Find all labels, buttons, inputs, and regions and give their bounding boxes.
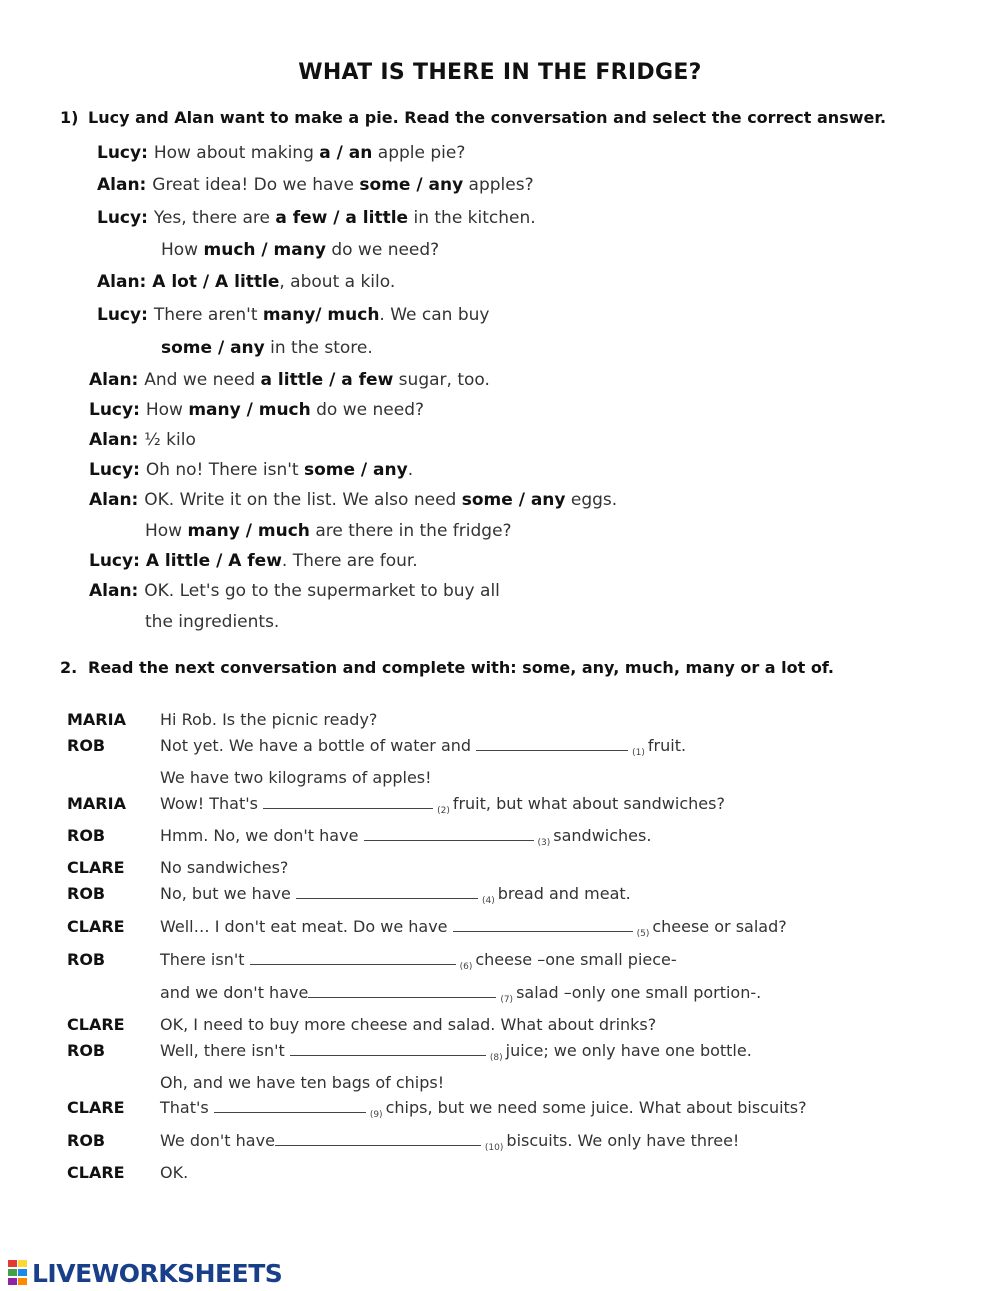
part2-row [0,1163,1000,1187]
liveworksheets-logo [8,1258,282,1288]
part2-row [0,1131,1000,1155]
answer-choice[interactable]: some / any [461,490,566,510]
part1-line [97,143,465,163]
part1-line [89,551,418,571]
blank-number: (10) [484,1143,504,1153]
part1-line [89,430,196,450]
part2-row [0,1098,1000,1122]
answer-choice[interactable]: a little / a few [260,370,394,390]
dialogue-text-before: and we don't have [160,983,309,1002]
dialogue-text-after: fruit. [647,736,687,755]
answer-blank[interactable] [476,736,628,751]
blank-number: (7) [500,995,514,1005]
speaker-name: Lucy: [97,305,154,325]
speaker-name: MARIA [67,794,126,813]
answer-choice[interactable]: A little / A few [145,551,282,571]
dialogue-text [160,1163,188,1182]
part1-instruction [60,108,886,127]
dialogue-text: sugar, too. [393,370,490,390]
answer-blank[interactable] [290,1041,486,1056]
dialogue-text: How [161,240,204,260]
answer-choice[interactable]: some / any [359,175,464,195]
speaker-name: ROB [67,1131,106,1150]
dialogue-text [160,710,377,729]
part1-line [161,338,373,358]
part2-row [0,1015,1000,1039]
answer-choice[interactable]: some / any [303,460,408,480]
dialogue-text-after: cheese or salad? [652,917,787,936]
dialogue-text-before: OK. [160,1163,189,1182]
answer-blank[interactable] [214,1098,366,1113]
part2-row [0,858,1000,882]
dialogue-text-before: Well… I don't eat meat. Do we have [160,917,453,936]
dialogue-text: are there in the fridge? [309,521,512,541]
answer-choice[interactable]: many / much [187,521,310,541]
dialogue-text [160,1073,444,1092]
dialogue-text-after: sandwiches. [553,826,652,845]
dialogue-text-after: juice; we only have one bottle. [505,1041,752,1060]
answer-choice[interactable]: many / much [188,400,311,420]
part2-row [0,983,1000,1007]
dialogue-text: , about a kilo. [279,272,396,292]
dialogue-text: There aren't [153,305,263,325]
speaker-name: Alan: [97,175,153,195]
page-title: WHAT IS THERE IN THE FRIDGE? [298,60,702,85]
dialogue-text: How [145,521,188,541]
liveworksheets-logo-text: LIVEWORKSHEETS [32,1258,283,1288]
part1-line [89,581,500,601]
dialogue-text: OK. Let's go to the supermarket to buy all [144,581,500,601]
speaker-name: Lucy: [89,460,146,480]
part1-line [89,460,413,480]
answer-blank[interactable] [453,917,633,932]
dialogue-text [160,1131,739,1153]
answer-blank[interactable] [263,794,433,809]
speaker-name: Lucy: [97,143,154,163]
part2-row [0,950,1000,974]
part2-row [0,826,1000,850]
answer-blank[interactable] [364,826,534,841]
dialogue-text: do we need? [325,240,440,260]
part1-line [97,305,489,325]
dialogue-text-before: Hi Rob. Is the picnic ready? [160,710,378,729]
dialogue-text: How about making [153,143,320,163]
part2-row [0,794,1000,818]
part1-line [97,272,395,292]
dialogue-text-before: We don't have [160,1131,275,1150]
speaker-name: Alan: [89,430,145,450]
dialogue-text-after: fruit, but what about sandwiches? [452,794,725,813]
blank-number: (8) [489,1053,503,1063]
answer-choice[interactable]: a few / a little [275,208,409,228]
part1-line [89,490,617,510]
blank-number: (2) [437,806,450,816]
speaker-name: Alan: [89,490,145,510]
speaker-name: Alan: [89,581,145,601]
answer-choice[interactable]: A lot / A little [152,272,280,292]
answer-choice[interactable]: many/ much [262,305,380,325]
dialogue-text-before: There isn't [160,950,250,969]
part2-row [0,884,1000,908]
speaker-name: ROB [67,826,106,845]
answer-choice[interactable]: much / many [203,240,326,260]
part1-line [97,208,536,228]
liveworksheets-logo-icon [8,1260,30,1286]
dialogue-text [160,884,631,906]
dialogue-text: OK. Write it on the list. We also need [144,490,462,510]
blank-number: (6) [459,962,473,972]
dialogue-text: eggs. [565,490,618,510]
blank-number: (4) [481,896,495,906]
speaker-name: MARIA [67,710,126,729]
speaker-name: ROB [67,950,106,969]
part1-line [97,175,534,195]
part2-instruction-text: Read the next conversation and complete with: some, any, much, many or a lot of. [88,658,834,677]
speaker-name: ROB [67,736,106,755]
part2-row [0,1073,1000,1097]
dialogue-text-before: OK, I need to buy more cheese and salad. What about drinks? [160,1015,657,1034]
part1-line [161,240,439,260]
dialogue-text: apples? [463,175,534,195]
dialogue-text [160,794,725,816]
part1-instruction-text: Lucy and Alan want to make a pie. Read the conversation and select the correct answer. [88,108,887,127]
dialogue-text: ½ kilo [144,430,196,450]
part2-row [0,710,1000,734]
dialogue-text: do we need? [310,400,425,420]
dialogue-text [160,768,432,787]
dialogue-text [160,917,787,939]
answer-blank[interactable] [308,983,496,998]
dialogue-text: How [145,400,189,420]
dialogue-text: . We can buy [379,305,490,325]
dialogue-text: in the store. [264,338,373,358]
dialogue-text [160,983,761,1005]
speaker-name: ROB [67,884,106,903]
dialogue-text: apple pie? [372,143,466,163]
part2-row [0,736,1000,760]
dialogue-text-after: salad –only one small portion-. [516,983,762,1002]
part2-instruction [60,658,834,677]
blank-number: (1) [632,748,645,758]
dialogue-text: . There are four. [281,551,418,571]
dialogue-text-before: Well, there isn't [160,1041,290,1060]
speaker-name: Alan: [89,370,145,390]
part1-line [145,521,512,541]
speaker-name: CLARE [67,858,125,877]
blank-number: (5) [636,929,650,939]
speaker-name: CLARE [67,1098,125,1117]
dialogue-text-before: That's [160,1098,214,1117]
dialogue-text-before: Hmm. No, we don't have [160,826,364,845]
dialogue-text [160,1098,807,1120]
answer-choice[interactable]: some / any [161,338,265,358]
answer-blank[interactable] [250,950,456,965]
answer-blank[interactable] [296,884,478,899]
dialogue-text [160,858,288,877]
dialogue-text-before: Not yet. We have a bottle of water and [160,736,477,755]
dialogue-text-after: bread and meat. [497,884,631,903]
blank-number: (3) [537,838,551,848]
dialogue-text [160,826,651,848]
part1-line [145,612,279,632]
dialogue-text-before: No sandwiches? [160,858,289,877]
speaker-name: CLARE [67,1163,125,1182]
part2-row [0,1041,1000,1065]
dialogue-text [160,950,677,972]
dialogue-text: . [407,460,414,480]
part1-number: 1) [60,108,79,127]
dialogue-text-before: Oh, and we have ten bags of chips! [160,1073,445,1092]
part1-line [89,400,424,420]
blank-number: (9) [369,1110,383,1120]
part2-number: 2. [60,658,78,677]
answer-choice[interactable]: a / an [319,143,373,163]
dialogue-text-before: We have two kilograms of apples! [160,768,432,787]
dialogue-text [160,1015,656,1034]
dialogue-text: Great idea! Do we have [152,175,360,195]
speaker-name: ROB [67,1041,106,1060]
speaker-name: Lucy: [89,400,146,420]
dialogue-text [160,736,686,758]
dialogue-text: in the kitchen. [408,208,536,228]
speaker-name: CLARE [67,1015,125,1034]
part2-row [0,768,1000,792]
answer-blank[interactable] [275,1131,481,1146]
speaker-name: CLARE [67,917,125,936]
dialogue-text-after: biscuits. We only have three! [506,1131,740,1150]
dialogue-text-before: No, but we have [160,884,296,903]
dialogue-text [160,1041,752,1063]
dialogue-text-after: cheese –one small piece- [475,950,677,969]
speaker-name: Alan: [97,272,153,292]
dialogue-text-after: chips, but we need some juice. What about biscuits? [385,1098,807,1117]
dialogue-text: the ingredients. [145,612,280,632]
dialogue-text: Yes, there are [153,208,276,228]
dialogue-text: And we need [144,370,261,390]
speaker-name: Lucy: [97,208,154,228]
dialogue-text: Oh no! There isn't [145,460,304,480]
part2-row [0,917,1000,941]
dialogue-text-before: Wow! That's [160,794,264,813]
speaker-name: Lucy: [89,551,146,571]
part1-line [89,370,490,390]
